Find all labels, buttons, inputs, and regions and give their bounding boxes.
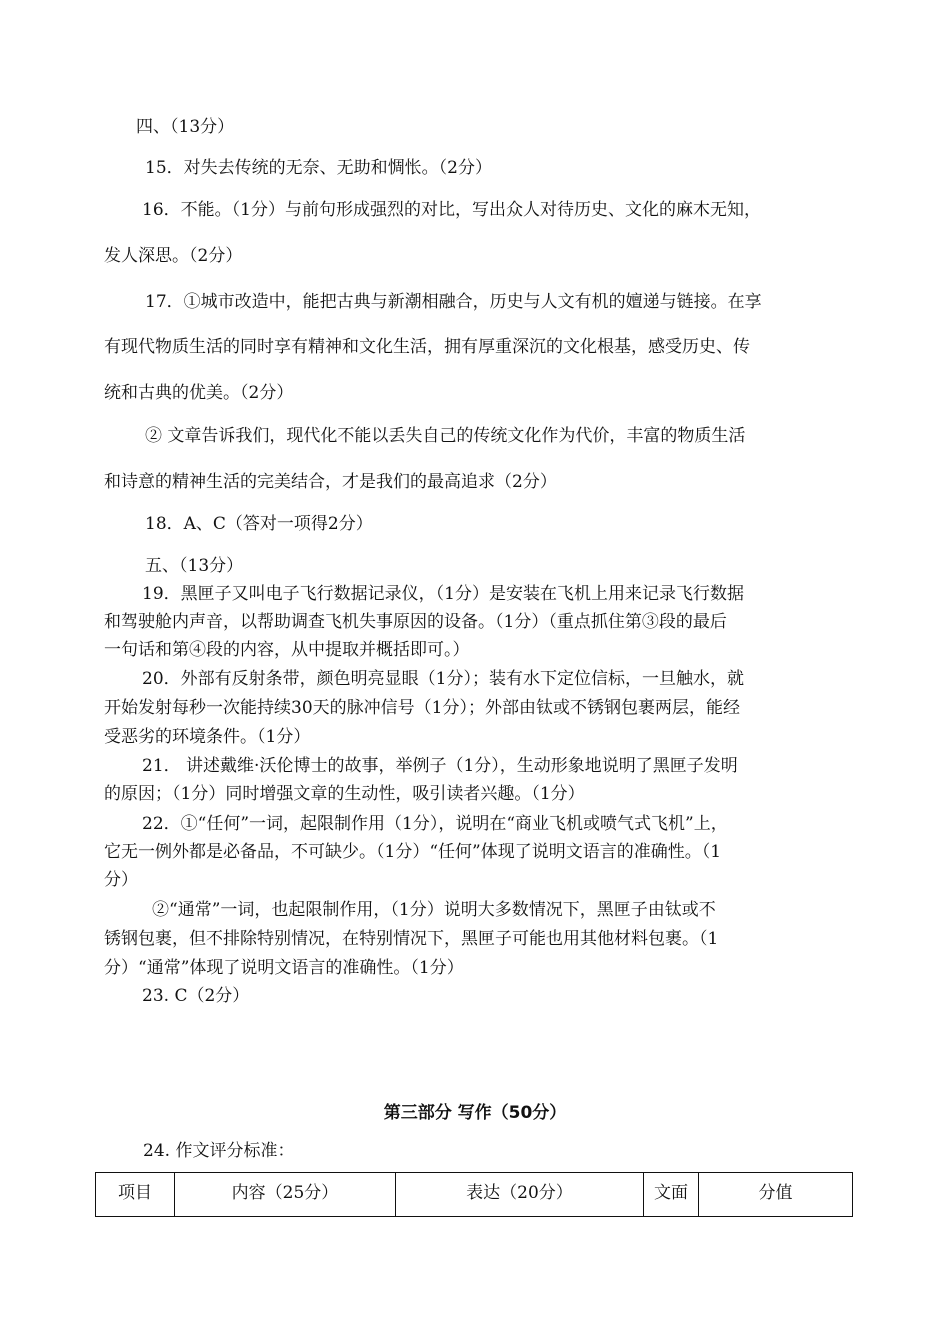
answer-19-line-3: 一句话和第④段的内容，从中提取并概括即可。） — [104, 640, 470, 660]
answer-17-line-2: 有现代物质生活的同时享有精神和文化生活，拥有厚重深沉的文化根基，感受历史、传 — [104, 337, 750, 357]
answer-17-part2-line-2: 和诗意的精神生活的完美结合，才是我们的最高追求（2分） — [104, 472, 557, 492]
essay-scoring-table — [95, 1172, 853, 1217]
answer-20-line-3: 受恶劣的环境条件。（1分） — [104, 727, 311, 747]
table-header-row — [96, 1173, 853, 1217]
answer-20-line-1: 20．外部有反射条带，颜色明亮显眼（1分）；装有水下定位信标，一旦触水，就 — [142, 669, 744, 689]
answer-17-line-3: 统和古典的优美。（2分） — [104, 383, 294, 403]
table-header-cell: 表达（20分） — [396, 1173, 644, 1217]
table-header-cell: 文面 — [644, 1173, 699, 1217]
answer-20-line-2: 开始发射每秒一次能持续30天的脉冲信号（1分）；外部由钛或不锈钢包裹两层，能经 — [104, 698, 740, 718]
answer-17-part2-line-1: ② 文章告诉我们，现代化不能以丢失自己的传统文化作为代价，丰富的物质生活 — [145, 426, 746, 446]
answer-16-line-1: 16．不能。（1分）与前句形成强烈的对比，写出众人对待历史、文化的麻木无知， — [142, 200, 761, 220]
answer-22-line-3: 分） — [104, 870, 138, 890]
essay-scoring-intro: 24. 作文评分标准： — [143, 1141, 295, 1161]
answer-22-line-2: 它无一例外都是必备品，不可缺少。（1分）“任何”体现了说明文语言的准确性。（1 — [104, 842, 722, 862]
answer-22-part2-line-3: 分）“通常”体现了说明文语言的准确性。（1分） — [104, 958, 464, 978]
answer-21-line-2: 的原因；（1分）同时增强文章的生动性，吸引读者兴趣。（1分） — [104, 784, 585, 804]
table-header-cell: 分值 — [699, 1173, 853, 1217]
answer-15: 15．对失去传统的无奈、无助和惆怅。（2分） — [145, 158, 492, 178]
answer-23: 23. C（2分） — [142, 986, 250, 1006]
answer-22-part2-line-2: 锈钢包裹，但不排除特别情况，在特别情况下，黑匣子可能也用其他材料包裹。（1 — [104, 929, 719, 949]
answer-18: 18．A、C（答对一项得2分） — [145, 514, 373, 534]
writing-section-title: 第三部分 写作（50分） — [383, 1103, 567, 1123]
answer-22-line-1: 22．①“任何”一词，起限制作用（1分），说明在“商业飞机或喷气式飞机”上， — [142, 814, 728, 834]
answer-21-line-1: 21． 讲述戴维·沃伦博士的故事，举例子（1分），生动形象地说明了黑匣子发明 — [142, 756, 738, 776]
answer-19-line-2: 和驾驶舱内声音，以帮助调查飞机失事原因的设备。（1分）（重点抓住第③段的最后 — [104, 612, 727, 632]
table-header-cell: 内容（25分） — [175, 1173, 396, 1217]
answer-22-part2-line-1: ②“通常”一词，也起限制作用，（1分）说明大多数情况下，黑匣子由钛或不 — [152, 900, 716, 920]
answer-17-line-1: 17．①城市改造中，能把古典与新潮相融合，历史与人文有机的嬗递与链接。在享 — [145, 292, 762, 312]
table-header-cell: 项目 — [96, 1173, 175, 1217]
answer-16-line-2: 发人深思。（2分） — [104, 246, 243, 266]
answer-19-line-1: 19．黑匣子又叫电子飞行数据记录仪，（1分）是安装在飞机上用来记录飞行数据 — [142, 584, 744, 604]
section-five-heading: 五、（13分） — [145, 556, 244, 576]
section-four-heading: 四、（13分） — [136, 117, 235, 137]
